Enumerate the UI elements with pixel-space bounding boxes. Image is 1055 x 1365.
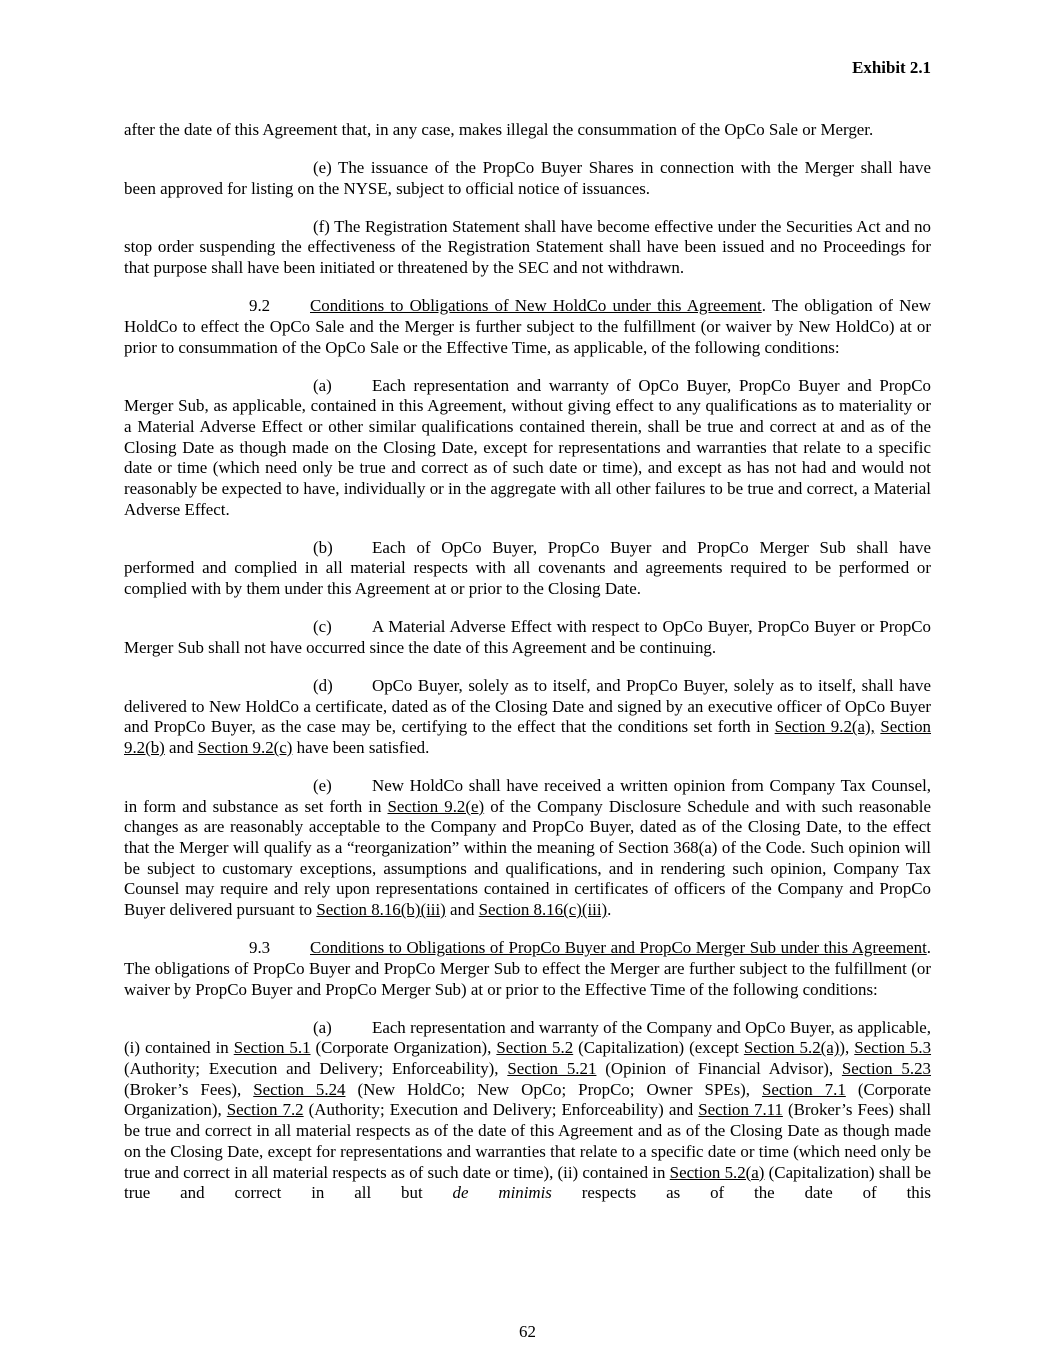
paragraph-label: (d) — [313, 675, 333, 695]
paragraph-text: have been satisfied. — [292, 737, 430, 757]
paragraph — [124, 676, 931, 759]
cross-reference: Section 5.24 — [253, 1079, 346, 1099]
paragraph-text: New HoldCo shall have received a written opinion from Company Tax Counsel, in form and substance as set forth in — [124, 775, 931, 816]
cross-reference: Section 5.21 — [507, 1058, 597, 1078]
paragraph-text: respects as of the date of this — [551, 1183, 931, 1203]
cross-reference: Section 5.1 — [233, 1038, 311, 1058]
paragraph-text: . The obligations of PropCo Buyer and PropCo Merger Sub to effect the Merger are further subject to the fulfillment (or waiver by PropCo Buyer and PropCo Merger Sub) at or prior to the Effective Time of the following conditions: — [124, 938, 931, 999]
paragraph-text: OpCo Buyer, solely as to itself, and PropCo Buyer, solely as to itself, shall have delivered to New HoldCo a certificate, dated as of the Closing Date and signed by an executive officer of OpCo Buyer and PropCo Buyer, as the case may be, certifying to the effect that the conditions set forth in — [124, 675, 931, 737]
section-heading: Conditions to Obligations of New HoldCo under this Agreement — [310, 296, 762, 316]
paragraph-label: (b) — [313, 537, 333, 557]
paragraph-text: and — [445, 900, 479, 920]
paragraph — [124, 120, 931, 141]
cross-reference: Section 9.2(e) — [387, 796, 485, 816]
section-heading: Conditions to Obligations of PropCo Buyer and PropCo Merger Sub under this Agreement — [310, 938, 927, 958]
section-number: 9.3 — [249, 938, 271, 958]
paragraph-text: (Broker’s Fees), — [124, 1079, 254, 1099]
paragraph-text: The Registration Statement shall have become effective under the Securities Act and no stop order suspending the effectiveness of the Registration Statement shall have been issued and no Proceedings for that purpose shall have been initiated or threatened by the SEC and not withdrawn. — [124, 216, 931, 278]
document-body — [124, 120, 931, 1221]
paragraph-text: (New HoldCo; New OpCo; PropCo; Owner SPEs), — [345, 1079, 763, 1099]
paragraph-text: Each of OpCo Buyer, PropCo Buyer and PropCo Merger Sub shall have performed and complied in all material respects with all covenants and agreements required to be performed or complied with by them under this Agreement at or prior to the Closing Date. — [124, 537, 931, 599]
italic-term: de minimis — [452, 1183, 552, 1203]
paragraph-text: (Authority; Execution and Delivery; Enforceability), — [124, 1058, 508, 1078]
paragraph-label: (e) — [313, 158, 332, 177]
paragraph-label: (f) — [313, 216, 330, 236]
paragraph-text: (Capitalization) shall be true and correct in all but — [124, 1162, 931, 1203]
cross-reference: Section 5.23 — [841, 1058, 931, 1078]
section-paragraph — [124, 296, 931, 358]
paragraph-text: of the Company Disclosure Schedule and with such reasonable changes as are reasonably acceptable to the Company and PropCo Buyer, dated as of the Closing Date, to the effect that the Merger will qualify as a “reorganization” within the meaning of Section 368(a) of the Code. Such opinion will be subject to customary exceptions, assumptions and qualifications, and in rendering such opinion, Company Tax Counsel may require and rely upon representations contained in certificates of officers of the Company and PropCo Buyer delivered pursuant to — [124, 796, 931, 920]
cross-reference: Section 9.2(a), — [774, 717, 875, 737]
paragraph-text: Each representation and warranty of the Company and OpCo Buyer, as applicable, (i) contained in — [124, 1017, 931, 1058]
paragraph-text: after the date of this Agreement that, in any case, makes illegal the consummation of the OpCo Sale or Merger. — [124, 120, 874, 139]
paragraph — [124, 217, 931, 279]
paragraph — [124, 158, 931, 199]
paragraph-text: ), — [839, 1038, 855, 1058]
paragraph-label: (a) — [313, 1017, 332, 1037]
paragraph-text: (Broker’s Fees) shall be true and correct in all material respects as of the date of this Agreement and as of the Closing Date as though made on the Closing Date, except for representations and warranties that relate to a specific date or time (which need only be true and correct in all material respects as of such date or time), (ii) contained in — [124, 1100, 932, 1182]
paragraph — [124, 376, 931, 521]
cross-reference: Section 5.2(a) — [743, 1038, 840, 1058]
exhibit-label: Exhibit 2.1 — [852, 58, 931, 77]
paragraph-text: and — [164, 737, 198, 757]
paragraph — [124, 776, 931, 921]
section-paragraph — [124, 938, 931, 1000]
paragraph — [124, 617, 931, 658]
paragraph-label: (a) — [313, 375, 332, 395]
cross-reference: Section 9.2(b) — [124, 717, 932, 757]
paragraph-text: . — [607, 900, 612, 920]
cross-reference: Section 5.3 — [854, 1038, 932, 1058]
cross-reference: Section 5.2 — [496, 1038, 574, 1058]
section-number: 9.2 — [249, 296, 271, 316]
paragraph-label: (e) — [313, 775, 332, 795]
paragraph-text: Each representation and warranty of OpCo Buyer, PropCo Buyer and PropCo Merger Sub, as applicable, contained in this Agreement, without giving effect to any qualifications as to materiality or a Material Adverse Effect or other similar qualifications contained therein, shall be true and correct at and as of the Closing Date as though made on the Closing Date, except for representations and warranties that relate to a specific date or time (which need only be true and correct as of such date or time), and except as has not had and would not reasonably be expected to have, individually or in the aggregate with all other failures to be true and correct, a Material Adverse Effect. — [124, 375, 931, 519]
paragraph-text: (Corporate Organization), — [310, 1038, 497, 1058]
paragraph-text: (Capitalization) (except — [573, 1038, 744, 1058]
paragraph-text: (Authority; Execution and Delivery; Enforceability) and — [303, 1100, 699, 1120]
cross-reference: Section 8.16(b)(iii) — [316, 900, 446, 920]
cross-reference: Section 7.11 — [698, 1100, 783, 1120]
cross-reference: Section 8.16(c)(iii) — [478, 900, 608, 920]
paragraph-text: (Corporate Organization), — [124, 1079, 931, 1120]
paragraph-text: (Opinion of Financial Advisor), — [596, 1058, 842, 1078]
paragraph — [124, 538, 931, 600]
paragraph-label: (c) — [313, 617, 332, 637]
paragraph-text: A Material Adverse Effect with respect to OpCo Buyer, PropCo Buyer or PropCo Merger Sub shall not have occurred since the date of this Agreement and be continuing. — [124, 617, 931, 657]
cross-reference: Section 7.1 — [762, 1079, 846, 1099]
cross-reference: Section 9.2(c) — [197, 737, 293, 757]
cross-reference: Section 5.2(a) — [669, 1162, 765, 1182]
paragraph — [124, 1018, 931, 1204]
paragraph-text: The issuance of the PropCo Buyer Shares in connection with the Merger shall have been approved for listing on the NYSE, subject to official notice of issuances. — [124, 158, 931, 198]
cross-reference: Section 7.2 — [226, 1100, 304, 1120]
paragraph-text: . The obligation of New HoldCo to effect the OpCo Sale and the Merger is further subject to the fulfillment (or waiver by New HoldCo) at or prior to consummation of the OpCo Sale or the Effective Time, as applicable, of the following conditions: — [124, 296, 931, 357]
page-number: 62 — [519, 1322, 536, 1341]
